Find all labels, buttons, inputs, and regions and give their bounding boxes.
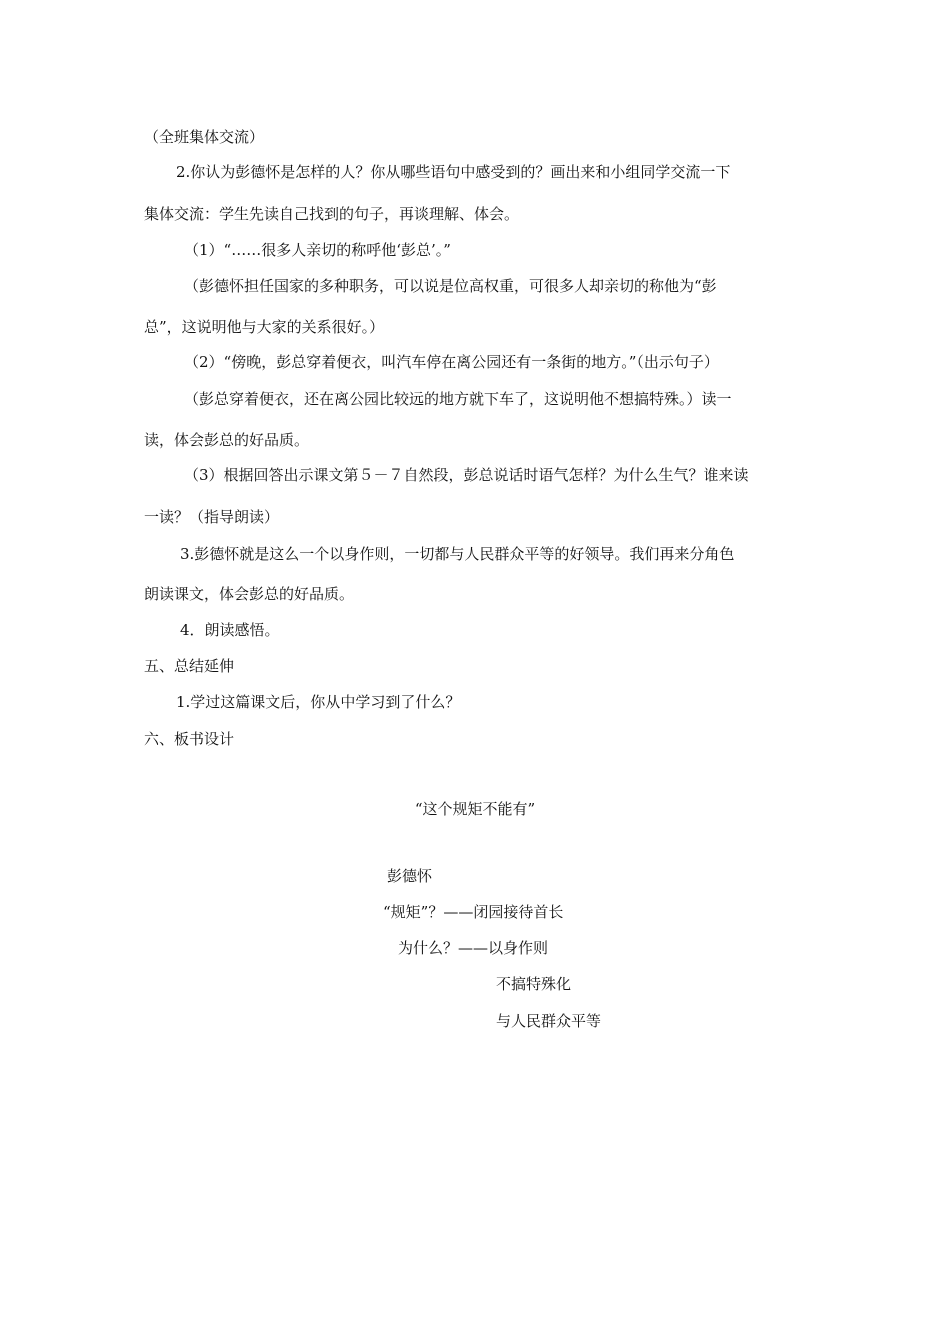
board-title: “这个规矩不能有” [414,800,536,818]
paragraph-line: 朗读课文，体会彭总的好品质。 [144,585,355,603]
paragraph-line: 读，体会彭总的好品质。 [144,431,310,449]
paragraph-line: 集体交流：学生先读自己找到的句子，再谈理解、体会。 [144,205,520,223]
paragraph-line: 总”，这说明他与大家的关系很好。） [144,318,385,336]
board-name: 彭德怀 [387,867,433,885]
paragraph-line: （彭总穿着便衣，还在离公园比较远的地方就下车了，这说明他不想搞特殊。）读一 [184,390,732,408]
board-item: 不搞特殊化 [496,975,572,993]
paragraph-line: （3）根据回答出示课文第５－７自然段，彭总说话时语气怎样？为什么生气？谁来读 [184,466,749,484]
section-heading: 六、板书设计 [144,730,235,748]
paragraph-line: 1.学过这篇课文后，你从中学习到了什么？ [176,693,461,711]
section-heading: 五、总结延伸 [144,657,235,675]
paragraph-line: 2.你认为彭德怀是怎样的人？你从哪些语句中感受到的？画出来和小组同学交流一下 [176,163,731,181]
paragraph-line: 3.彭德怀就是这么一个以身作则，一切都与人民群众平等的好领导。我们再来分角色 [180,545,735,563]
paragraph-line: 一读？（指导朗读） [144,508,280,526]
board-item: 与人民群众平等 [496,1012,602,1030]
board-item: 为什么？——以身作则 [398,939,549,957]
paragraph-line: 4．朗读感悟。 [180,621,280,639]
paragraph-line: （彭德怀担任国家的多种职务，可以说是位高权重，可很多人却亲切的称他为“彭 [184,277,717,295]
paragraph-line: （全班集体交流） [144,128,265,146]
board-item: “规矩”？——闭园接待首长 [383,903,564,921]
paragraph-line: （2）“傍晚，彭总穿着便衣，叫汽车停在离公园还有一条街的地方。”（出示句子） [184,353,719,371]
paragraph-line: （1）“……很多人亲切的称呼他‘彭总’。” [184,241,451,259]
